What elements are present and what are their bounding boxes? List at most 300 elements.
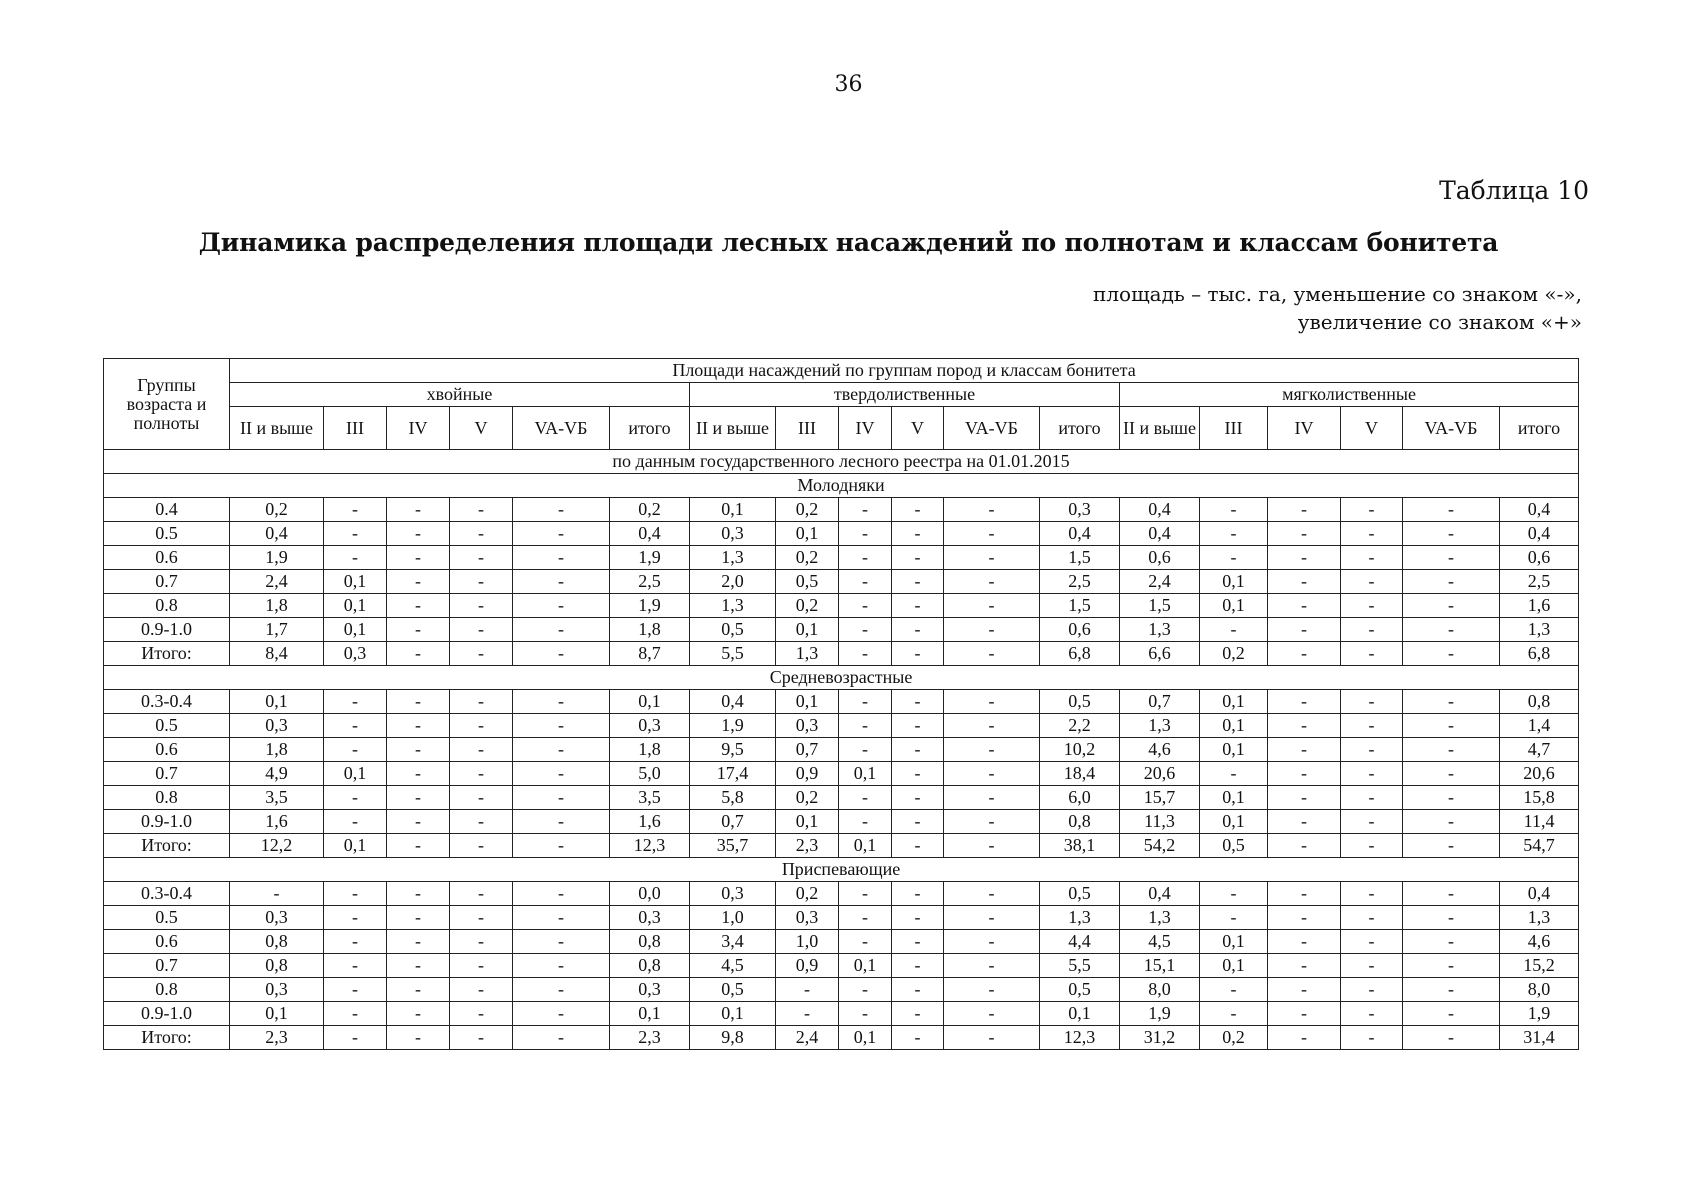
table-cell: - — [513, 954, 610, 978]
table-cell: 0,1 — [839, 1026, 892, 1050]
table-row — [104, 618, 1579, 642]
table-cell: 1,3 — [690, 594, 776, 618]
table-cell: - — [1268, 834, 1341, 858]
table-cell: 5,5 — [1040, 954, 1120, 978]
table-cell: - — [387, 522, 450, 546]
table-cell: 12,3 — [1040, 1026, 1120, 1050]
row-label: 0.9-1.0 — [104, 1002, 230, 1026]
row-label: 0.5 — [104, 906, 230, 930]
table-cell: - — [1268, 1002, 1341, 1026]
header-class: II и выше — [1120, 407, 1200, 450]
header-class: V — [892, 407, 944, 450]
row-label: 0.8 — [104, 594, 230, 618]
table-cell: 35,7 — [690, 834, 776, 858]
table-row — [104, 714, 1579, 738]
table-cell: 0,1 — [324, 762, 387, 786]
table-cell: 0,3 — [1040, 498, 1120, 522]
table-cell: - — [1341, 546, 1403, 570]
table-cell: - — [324, 978, 387, 1002]
table-cell: - — [1341, 714, 1403, 738]
table-cell: - — [1403, 498, 1500, 522]
table-cell: - — [387, 930, 450, 954]
table-cell: - — [513, 1002, 610, 1026]
table-cell: - — [513, 882, 610, 906]
table-cell: 2,3 — [610, 1026, 690, 1050]
table-cell: 54,2 — [1120, 834, 1200, 858]
table-cell: - — [1200, 906, 1268, 930]
table-cell: 0,9 — [776, 762, 839, 786]
table-cell: - — [450, 618, 513, 642]
table-cell: - — [513, 690, 610, 714]
table-cell: - — [892, 906, 944, 930]
table-cell: - — [944, 954, 1040, 978]
table-cell: 1,0 — [776, 930, 839, 954]
header-species: твердолиственные — [690, 383, 1120, 407]
table-cell: 1,3 — [1040, 906, 1120, 930]
table-cell: 1,3 — [1500, 906, 1579, 930]
table-cell: - — [1341, 786, 1403, 810]
table-cell: - — [1268, 906, 1341, 930]
table-cell: 0,4 — [1120, 882, 1200, 906]
table-cell: 1,7 — [230, 618, 324, 642]
row-label: 0.5 — [104, 714, 230, 738]
table-cell: 0,1 — [690, 1002, 776, 1026]
table-cell: - — [1403, 930, 1500, 954]
table-row — [104, 978, 1579, 1002]
table-cell: - — [324, 690, 387, 714]
table-cell: 2,0 — [690, 570, 776, 594]
table-row — [104, 738, 1579, 762]
header-class: IV — [839, 407, 892, 450]
table-cell: 12,2 — [230, 834, 324, 858]
table-cell: - — [944, 930, 1040, 954]
table-cell: - — [450, 882, 513, 906]
table-cell: - — [944, 570, 1040, 594]
table-cell: 1,9 — [690, 714, 776, 738]
table-cell: 0,1 — [610, 1002, 690, 1026]
table-cell: 31,4 — [1500, 1026, 1579, 1050]
table-row — [104, 570, 1579, 594]
header-class: IV — [387, 407, 450, 450]
table-cell: - — [324, 906, 387, 930]
section-heading: Средневозрастные — [104, 666, 1579, 690]
table-cell: - — [944, 642, 1040, 666]
table-cell: - — [450, 954, 513, 978]
units-note-line-1: площадь – тыс. га, уменьшение со знаком «-», — [1093, 282, 1582, 306]
table-cell: - — [324, 1002, 387, 1026]
table-cell: - — [1268, 714, 1341, 738]
row-label: Итого: — [104, 642, 230, 666]
table-cell: 0,6 — [1040, 618, 1120, 642]
table-cell: 0,3 — [230, 714, 324, 738]
row-label: 0.8 — [104, 978, 230, 1002]
table-cell: - — [839, 810, 892, 834]
table-cell: - — [513, 978, 610, 1002]
table-cell: - — [944, 738, 1040, 762]
table-cell: 1,6 — [1500, 594, 1579, 618]
table-cell: - — [450, 930, 513, 954]
table-cell: - — [324, 498, 387, 522]
table-cell: - — [1341, 570, 1403, 594]
table-row — [104, 786, 1579, 810]
table-cell: 15,2 — [1500, 954, 1579, 978]
table-cell: 0,4 — [1500, 498, 1579, 522]
table-cell: 0,1 — [1200, 810, 1268, 834]
table-row — [104, 1026, 1579, 1050]
table-cell: - — [892, 690, 944, 714]
table-cell: - — [387, 714, 450, 738]
table-cell: - — [1403, 1026, 1500, 1050]
table-cell: - — [324, 930, 387, 954]
table-cell: 1,6 — [230, 810, 324, 834]
table-cell: - — [513, 594, 610, 618]
table-row — [104, 546, 1579, 570]
table-cell: - — [387, 618, 450, 642]
table-cell: 0,1 — [776, 690, 839, 714]
table-cell: - — [1200, 978, 1268, 1002]
header-class: итого — [1500, 407, 1579, 450]
table-cell: 1,8 — [610, 738, 690, 762]
table-cell: 20,6 — [1120, 762, 1200, 786]
table-cell: - — [1341, 906, 1403, 930]
table-cell: - — [450, 714, 513, 738]
table-cell: - — [1268, 978, 1341, 1002]
table-cell: - — [892, 882, 944, 906]
table-cell: 17,4 — [690, 762, 776, 786]
table-cell: - — [944, 498, 1040, 522]
table-cell: - — [1403, 978, 1500, 1002]
table-cell: - — [1200, 1002, 1268, 1026]
table-cell: - — [1403, 882, 1500, 906]
table-cell: - — [944, 618, 1040, 642]
table-cell: 3,4 — [690, 930, 776, 954]
table-cell: - — [892, 930, 944, 954]
table-cell: - — [839, 1002, 892, 1026]
table-cell: 0,4 — [1120, 522, 1200, 546]
table-row — [104, 690, 1579, 714]
table-cell: 0,1 — [1200, 738, 1268, 762]
table-cell: - — [944, 786, 1040, 810]
header-main: Площади насаждений по группам пород и классам бонитета — [230, 359, 1579, 383]
table-cell: - — [1403, 546, 1500, 570]
table-cell: - — [324, 546, 387, 570]
table-cell: - — [892, 954, 944, 978]
table-cell: - — [450, 810, 513, 834]
table-cell: - — [892, 738, 944, 762]
table-cell: 6,6 — [1120, 642, 1200, 666]
table-cell: - — [387, 738, 450, 762]
table-cell: 0,1 — [610, 690, 690, 714]
table-cell: - — [944, 978, 1040, 1002]
table-cell: - — [450, 594, 513, 618]
table-cell: - — [387, 1026, 450, 1050]
table-cell: 0,3 — [610, 906, 690, 930]
table-row — [104, 522, 1579, 546]
table-cell: - — [1268, 618, 1341, 642]
table-cell: - — [839, 642, 892, 666]
table-cell: - — [1341, 690, 1403, 714]
table-cell: - — [1341, 498, 1403, 522]
table-cell: - — [1341, 522, 1403, 546]
table-cell: - — [944, 1002, 1040, 1026]
table-cell: - — [387, 882, 450, 906]
table-cell: 0,2 — [776, 882, 839, 906]
table-cell: 0,6 — [1120, 546, 1200, 570]
table-cell: 0,1 — [1200, 930, 1268, 954]
table-cell: 15,8 — [1500, 786, 1579, 810]
table-cell: 0,1 — [1040, 1002, 1120, 1026]
table-cell: - — [892, 642, 944, 666]
table-cell: - — [892, 762, 944, 786]
table-cell: 1,4 — [1500, 714, 1579, 738]
table-cell: - — [450, 834, 513, 858]
table-cell: 1,9 — [1120, 1002, 1200, 1026]
table-cell: - — [1341, 882, 1403, 906]
table-cell: - — [450, 498, 513, 522]
table-cell: - — [892, 594, 944, 618]
table-cell: 0,1 — [324, 570, 387, 594]
table-cell: 0,3 — [776, 714, 839, 738]
table-cell: - — [387, 834, 450, 858]
table-cell: 5,0 — [610, 762, 690, 786]
table-cell: - — [450, 570, 513, 594]
table-cell: 0,8 — [1500, 690, 1579, 714]
table-cell: 4,7 — [1500, 738, 1579, 762]
table-cell: - — [839, 594, 892, 618]
table-row — [104, 1002, 1579, 1026]
header-class: VA-VБ — [944, 407, 1040, 450]
table-cell: 1,5 — [1040, 594, 1120, 618]
table-cell: - — [839, 570, 892, 594]
table-cell: 1,0 — [690, 906, 776, 930]
row-label: 0.6 — [104, 930, 230, 954]
table-cell: 15,1 — [1120, 954, 1200, 978]
table-cell: - — [944, 690, 1040, 714]
table-cell: - — [387, 690, 450, 714]
table-cell: - — [1403, 762, 1500, 786]
table-cell: 1,8 — [230, 594, 324, 618]
row-label: 0.5 — [104, 522, 230, 546]
table-row — [104, 810, 1579, 834]
table-cell: 1,3 — [1120, 714, 1200, 738]
table-cell: 12,3 — [610, 834, 690, 858]
table-cell: 0,4 — [690, 690, 776, 714]
table-cell: - — [1403, 618, 1500, 642]
table-cell: 0,1 — [230, 690, 324, 714]
table-cell: - — [1403, 1002, 1500, 1026]
header-class: III — [324, 407, 387, 450]
table-cell: - — [1403, 594, 1500, 618]
table-cell: 0,4 — [1120, 498, 1200, 522]
table-row — [104, 954, 1579, 978]
table-cell: - — [839, 906, 892, 930]
table-cell: 0,2 — [610, 498, 690, 522]
table-cell: 4,5 — [1120, 930, 1200, 954]
table-cell: 0,5 — [690, 978, 776, 1002]
table-cell: - — [1268, 882, 1341, 906]
table-cell: - — [1403, 714, 1500, 738]
table-cell: - — [387, 1002, 450, 1026]
table-cell: - — [450, 786, 513, 810]
table-cell: 0,8 — [610, 954, 690, 978]
table-cell: 9,8 — [690, 1026, 776, 1050]
table-label: Таблица 10 — [1439, 176, 1589, 205]
table-cell: 1,8 — [230, 738, 324, 762]
table-cell: 6,8 — [1500, 642, 1579, 666]
table-cell: 1,3 — [776, 642, 839, 666]
table-cell: - — [1268, 570, 1341, 594]
row-label: 0.7 — [104, 570, 230, 594]
table-cell: 0,4 — [1500, 882, 1579, 906]
table-cell: - — [1403, 786, 1500, 810]
row-label: 0.7 — [104, 762, 230, 786]
table-cell: 0,1 — [1200, 954, 1268, 978]
table-cell: 0,7 — [1120, 690, 1200, 714]
table-cell: - — [324, 786, 387, 810]
table-cell: - — [513, 834, 610, 858]
table-cell: - — [513, 786, 610, 810]
table-cell: - — [387, 594, 450, 618]
table-cell: 9,5 — [690, 738, 776, 762]
table-cell: - — [892, 618, 944, 642]
table-cell: - — [1403, 954, 1500, 978]
table-cell: - — [839, 978, 892, 1002]
table-cell: - — [1403, 642, 1500, 666]
table-cell: - — [513, 570, 610, 594]
row-label: 0.3-0.4 — [104, 882, 230, 906]
table-row — [104, 906, 1579, 930]
table-cell: - — [1403, 810, 1500, 834]
table-cell: 1,9 — [1500, 1002, 1579, 1026]
row-label: 0.7 — [104, 954, 230, 978]
table-cell: - — [1200, 546, 1268, 570]
table-cell: - — [1200, 522, 1268, 546]
table-cell: - — [944, 834, 1040, 858]
table-cell: - — [513, 714, 610, 738]
header-class: II и выше — [230, 407, 324, 450]
table-cell: - — [1268, 546, 1341, 570]
table-cell: - — [324, 954, 387, 978]
table-cell: 0,3 — [776, 906, 839, 930]
table-cell: - — [387, 810, 450, 834]
table-cell: 38,1 — [1040, 834, 1120, 858]
forest-area-table — [103, 358, 1579, 1050]
table-cell: 0,5 — [1200, 834, 1268, 858]
table-cell: - — [1200, 618, 1268, 642]
table-cell: - — [513, 1026, 610, 1050]
table-cell: - — [839, 738, 892, 762]
table-row — [104, 930, 1579, 954]
table-cell: - — [1268, 1026, 1341, 1050]
table-cell: - — [839, 498, 892, 522]
table-cell: 1,5 — [1040, 546, 1120, 570]
table-cell: 0,1 — [839, 954, 892, 978]
table-cell: - — [1268, 594, 1341, 618]
header-class: II и выше — [690, 407, 776, 450]
table-cell: 2,3 — [230, 1026, 324, 1050]
table-cell: 1,9 — [230, 546, 324, 570]
table-cell: 20,6 — [1500, 762, 1579, 786]
table-cell: - — [1268, 642, 1341, 666]
table-cell: - — [892, 714, 944, 738]
table-cell: - — [1268, 810, 1341, 834]
table-cell: 0,5 — [776, 570, 839, 594]
table-cell: 0,8 — [230, 930, 324, 954]
table-cell: 0,1 — [776, 618, 839, 642]
table-cell: - — [839, 546, 892, 570]
header-class: IV — [1268, 407, 1341, 450]
table-cell: 0,1 — [690, 498, 776, 522]
table-cell: 54,7 — [1500, 834, 1579, 858]
table-cell: - — [1200, 882, 1268, 906]
table-cell: - — [1341, 738, 1403, 762]
table-cell: - — [450, 1026, 513, 1050]
source-note: по данным государственного лесного реестра на 01.01.2015 — [104, 450, 1579, 474]
table-cell: - — [1268, 762, 1341, 786]
table-cell: 4,5 — [690, 954, 776, 978]
table-cell: 5,5 — [690, 642, 776, 666]
table-cell: 0,8 — [610, 930, 690, 954]
table-cell: - — [1341, 954, 1403, 978]
table-cell: - — [944, 810, 1040, 834]
table-cell: - — [450, 690, 513, 714]
table-cell: 8,0 — [1500, 978, 1579, 1002]
table-cell: - — [1200, 762, 1268, 786]
table-cell: - — [513, 618, 610, 642]
table-cell: - — [387, 570, 450, 594]
table-cell: - — [324, 738, 387, 762]
table-cell: 2,5 — [1040, 570, 1120, 594]
table-cell: 15,7 — [1120, 786, 1200, 810]
table-cell: - — [839, 882, 892, 906]
table-cell: - — [1341, 834, 1403, 858]
table-cell: 0,1 — [324, 834, 387, 858]
table-cell: - — [1403, 906, 1500, 930]
table-cell: - — [1403, 738, 1500, 762]
table-cell: - — [1341, 642, 1403, 666]
table-cell: - — [839, 522, 892, 546]
table-cell: 2,5 — [1500, 570, 1579, 594]
table-cell: - — [513, 498, 610, 522]
table-cell: - — [324, 714, 387, 738]
table-cell: - — [513, 546, 610, 570]
table-cell: 0,5 — [1040, 690, 1120, 714]
header-class: III — [776, 407, 839, 450]
table-cell: 1,3 — [1120, 906, 1200, 930]
table-cell: 0,2 — [776, 594, 839, 618]
table-cell: 0,1 — [776, 522, 839, 546]
row-label: 0.4 — [104, 498, 230, 522]
row-label: Итого: — [104, 834, 230, 858]
table-cell: - — [387, 546, 450, 570]
table-row — [104, 498, 1579, 522]
table-cell: - — [839, 618, 892, 642]
table-cell: 1,9 — [610, 594, 690, 618]
table-cell: - — [450, 546, 513, 570]
table-cell: 2,2 — [1040, 714, 1120, 738]
table-cell: - — [230, 882, 324, 906]
table-cell: - — [387, 642, 450, 666]
table-cell: 1,3 — [1120, 618, 1200, 642]
table-cell: - — [513, 762, 610, 786]
table-cell: 0,7 — [776, 738, 839, 762]
table-cell: 6,0 — [1040, 786, 1120, 810]
table-row — [104, 882, 1579, 906]
table-cell: 0,1 — [839, 834, 892, 858]
table-cell: 0,3 — [324, 642, 387, 666]
table-cell: - — [839, 786, 892, 810]
table-cell: - — [513, 930, 610, 954]
